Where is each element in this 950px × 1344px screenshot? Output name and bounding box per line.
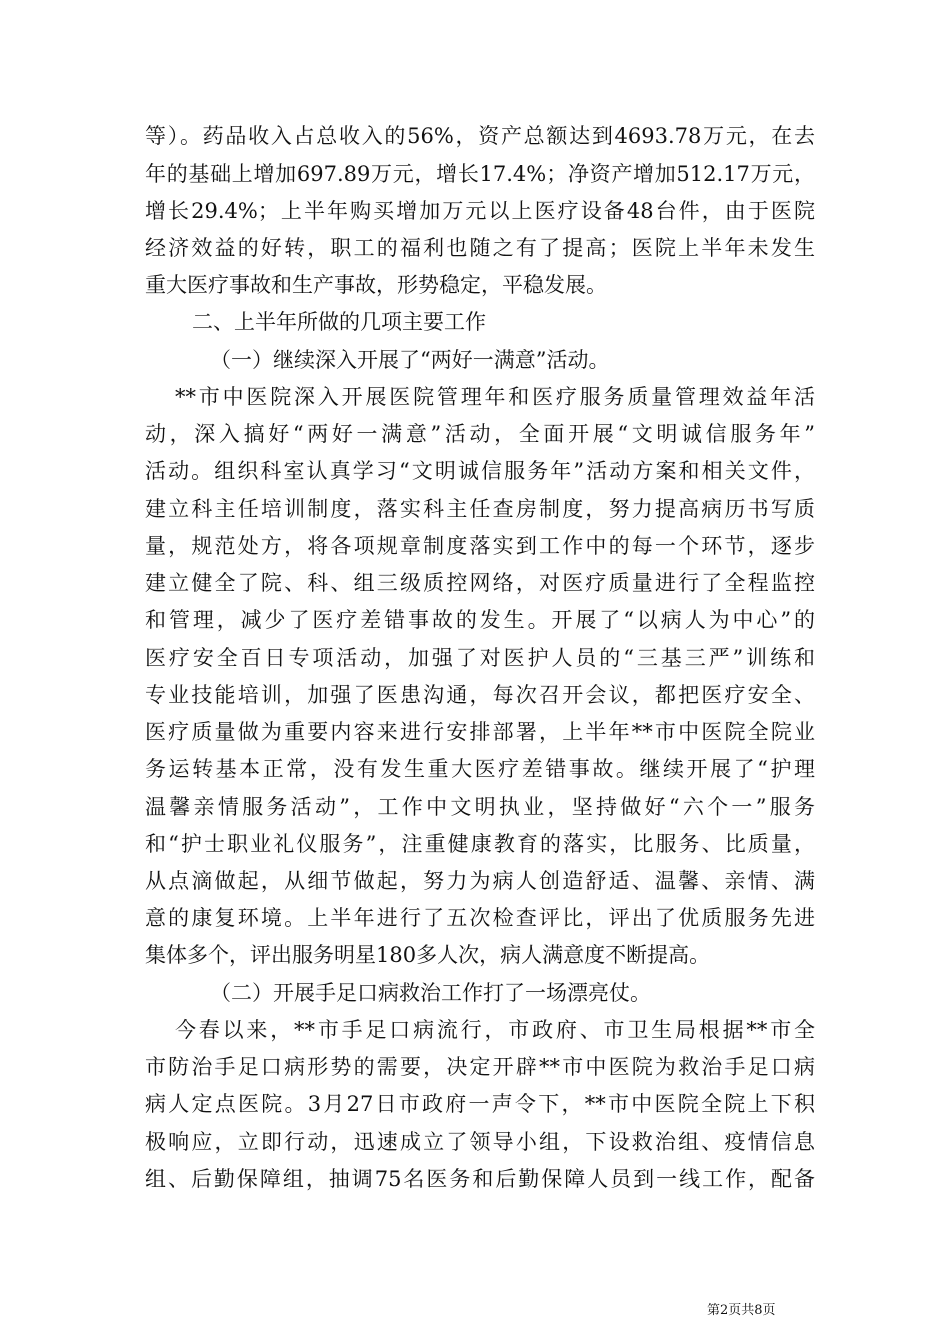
text-line: 经济效益的好转，职工的福利也随之有了提高；医院上半年未发生	[145, 236, 815, 260]
text-line: 活动。组织科室认真学习“文明诚信服务年”活动方案和相关文件，	[145, 459, 815, 483]
text-line: 年的基础上增加697.89万元，增长17.4%；净资产增加512.17万元，	[145, 162, 815, 186]
text-line: 量，规范处方，将各项规章制度落实到工作中的每一个环节，逐步	[145, 534, 815, 558]
text-line: 和“护士职业礼仪服务”，注重健康教育的落实，比服务、比质量，	[145, 832, 815, 856]
text-line: 增长29.4%；上半年购买增加万元以上医疗设备48台件，由于医院	[145, 199, 815, 223]
text-line: 医疗安全百日专项活动，加强了对医护人员的“三基三严”训练和	[145, 646, 815, 670]
text-line: 动，深入搞好“两好一满意”活动，全面开展“文明诚信服务年”	[145, 422, 815, 446]
text-line: 务运转基本正常，没有发生重大医疗差错事故。继续开展了“护理	[145, 757, 815, 781]
page-number-footer: 第2页共8页	[707, 1303, 776, 1318]
text-line: 专业技能培训，加强了医患沟通，每次召开会议，都把医疗安全、	[145, 683, 815, 707]
text-line: 极响应，立即行动，迅速成立了领导小组，下设救治组、疫情信息	[145, 1130, 815, 1154]
text-line: 和管理，减少了医疗差错事故的发生。开展了“以病人为中心”的	[145, 608, 815, 632]
text-line: 重大医疗事故和生产事故，形势稳定，平稳发展。	[145, 273, 607, 297]
subsection-heading: （二）开展手足口病救治工作打了一场漂亮仗。	[210, 981, 651, 1005]
text-line: 从点滴做起，从细节做起，努力为病人创造舒适、温馨、亲情、满	[145, 869, 815, 893]
text-line: 今春以来，**市手足口病流行，市政府、市卫生局根据**市全	[175, 1018, 815, 1042]
subsection-heading: （一）继续深入开展了“两好一满意”活动。	[210, 348, 610, 372]
text-line: 等）。药品收入占总收入的56%，资产总额达到4693.78万元，在去	[145, 124, 815, 148]
section-heading: 二、上半年所做的几项主要工作	[192, 310, 486, 334]
text-line: 病人定点医院。3月27日市政府一声令下，**市中医院全院上下积	[145, 1092, 815, 1116]
text-line: 温馨亲情服务活动”，工作中文明执业，坚持做好“六个一”服务	[145, 795, 815, 819]
text-line: 建立健全了院、科、组三级质控网络，对医疗质量进行了全程监控	[145, 571, 815, 595]
text-line: 集体多个，评出服务明星180多人次，病人满意度不断提高。	[145, 943, 711, 967]
text-line: 建立科主任培训制度，落实科主任查房制度，努力提高病历书写质	[145, 497, 815, 521]
text-line: 组、后勤保障组，抽调75名医务和后勤保障人员到一线工作，配备	[145, 1167, 815, 1191]
text-line: 医疗质量做为重要内容来进行安排部署，上半年**市中医院全院业	[145, 720, 815, 744]
text-line: 市防治手足口病形势的需要，决定开辟**市中医院为救治手足口病	[145, 1055, 815, 1079]
text-line: 意的康复环境。上半年进行了五次检查评比，评出了优质服务先进	[145, 906, 815, 930]
text-line: **市中医院深入开展医院管理年和医疗服务质量管理效益年活	[175, 385, 815, 409]
